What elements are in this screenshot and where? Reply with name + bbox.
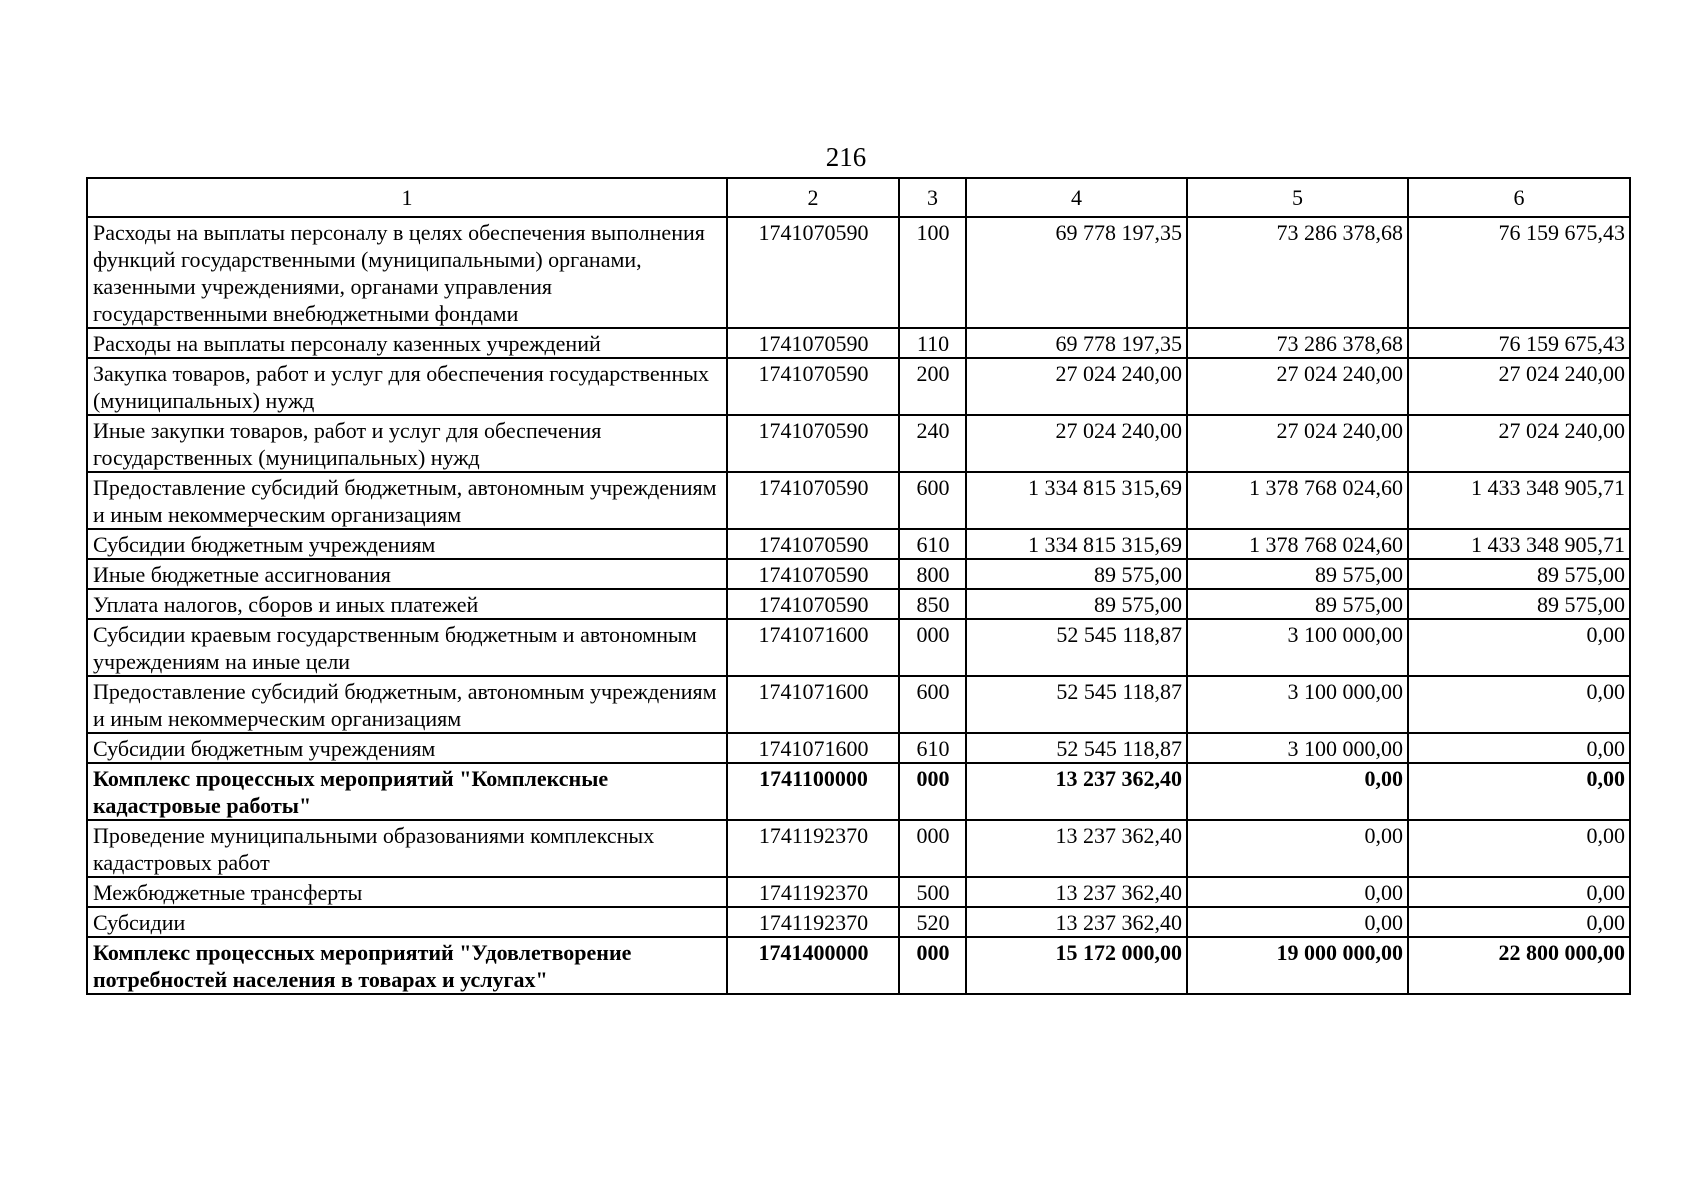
table-row [87, 358, 1630, 415]
row-expense-type-cell: 000 [899, 937, 966, 994]
row-value-cell: 1 378 768 024,60 [1187, 529, 1408, 559]
row-name-cell: Иные закупки товаров, работ и услуг для обеспечения государственных (муниципальных) нужд [87, 415, 727, 472]
row-value-cell: 52 545 118,87 [966, 619, 1187, 676]
table-row [87, 472, 1630, 529]
row-value-cell: 89 575,00 [1187, 589, 1408, 619]
row-expense-type-cell: 000 [899, 763, 966, 820]
row-value-cell: 0,00 [1408, 907, 1630, 937]
row-code-cell: 1741070590 [727, 217, 899, 328]
row-value-cell: 13 237 362,40 [966, 877, 1187, 907]
row-expense-type-cell: 000 [899, 820, 966, 877]
row-code-cell: 1741070590 [727, 559, 899, 589]
table-row [87, 733, 1630, 763]
row-code-cell: 1741070590 [727, 328, 899, 358]
row-expense-type-cell: 110 [899, 328, 966, 358]
row-expense-type-cell: 610 [899, 733, 966, 763]
row-value-cell: 89 575,00 [966, 589, 1187, 619]
row-value-cell: 89 575,00 [1187, 559, 1408, 589]
row-name-cell: Субсидии краевым государственным бюджетным и автономным учреждениям на иные цели [87, 619, 727, 676]
row-value-cell: 27 024 240,00 [1187, 415, 1408, 472]
row-value-cell: 1 334 815 315,69 [966, 472, 1187, 529]
row-expense-type-cell: 500 [899, 877, 966, 907]
header-cell: 6 [1408, 178, 1630, 217]
row-value-cell: 0,00 [1187, 907, 1408, 937]
row-value-cell: 13 237 362,40 [966, 907, 1187, 937]
row-value-cell: 1 433 348 905,71 [1408, 529, 1630, 559]
row-code-cell: 1741070590 [727, 415, 899, 472]
row-value-cell: 27 024 240,00 [966, 358, 1187, 415]
row-value-cell: 52 545 118,87 [966, 733, 1187, 763]
table-row [87, 877, 1630, 907]
row-name-cell: Расходы на выплаты персоналу в целях обеспечения выполнения функций государственными (муниципальными) органами, казенными учреждениями, органами управления государственными внебюджетными фондами [87, 217, 727, 328]
row-value-cell: 89 575,00 [1408, 559, 1630, 589]
row-value-cell: 1 334 815 315,69 [966, 529, 1187, 559]
row-name-cell: Субсидии бюджетным учреждениям [87, 733, 727, 763]
row-value-cell: 52 545 118,87 [966, 676, 1187, 733]
row-name-cell: Комплекс процессных мероприятий "Удовлетворение потребностей населения в товарах и услугах" [87, 937, 727, 994]
table-row [87, 328, 1630, 358]
row-value-cell: 0,00 [1408, 619, 1630, 676]
row-name-cell: Иные бюджетные ассигнования [87, 559, 727, 589]
page-number: 216 [825, 142, 867, 172]
row-value-cell: 27 024 240,00 [966, 415, 1187, 472]
row-value-cell: 13 237 362,40 [966, 763, 1187, 820]
row-value-cell: 73 286 378,68 [1187, 328, 1408, 358]
row-code-cell: 1741100000 [727, 763, 899, 820]
row-value-cell: 15 172 000,00 [966, 937, 1187, 994]
row-value-cell: 0,00 [1408, 733, 1630, 763]
row-value-cell: 3 100 000,00 [1187, 733, 1408, 763]
row-name-cell: Субсидии [87, 907, 727, 937]
table-row [87, 559, 1630, 589]
table-row [87, 529, 1630, 559]
row-value-cell: 69 778 197,35 [966, 328, 1187, 358]
row-name-cell: Закупка товаров, работ и услуг для обеспечения государственных (муниципальных) нужд [87, 358, 727, 415]
row-value-cell: 3 100 000,00 [1187, 676, 1408, 733]
row-value-cell: 73 286 378,68 [1187, 217, 1408, 328]
row-value-cell: 0,00 [1187, 820, 1408, 877]
row-value-cell: 76 159 675,43 [1408, 217, 1630, 328]
table-row [87, 619, 1630, 676]
header-cell: 3 [899, 178, 966, 217]
row-value-cell: 27 024 240,00 [1408, 415, 1630, 472]
row-value-cell: 13 237 362,40 [966, 820, 1187, 877]
row-value-cell: 0,00 [1187, 877, 1408, 907]
row-code-cell: 1741071600 [727, 619, 899, 676]
row-value-cell: 89 575,00 [966, 559, 1187, 589]
row-name-cell: Расходы на выплаты персоналу казенных учреждений [87, 328, 727, 358]
header-cell: 4 [966, 178, 1187, 217]
row-code-cell: 1741070590 [727, 589, 899, 619]
header-cell: 2 [727, 178, 899, 217]
row-code-cell: 1741192370 [727, 877, 899, 907]
row-expense-type-cell: 000 [899, 619, 966, 676]
row-name-cell: Предоставление субсидий бюджетным, автономным учреждениям и иным некоммерческим организациям [87, 676, 727, 733]
row-value-cell: 3 100 000,00 [1187, 619, 1408, 676]
row-code-cell: 1741071600 [727, 676, 899, 733]
row-name-cell: Межбюджетные трансферты [87, 877, 727, 907]
row-expense-type-cell: 240 [899, 415, 966, 472]
row-code-cell: 1741192370 [727, 820, 899, 877]
header-cell: 1 [87, 178, 727, 217]
row-name-cell: Субсидии бюджетным учреждениям [87, 529, 727, 559]
row-value-cell: 19 000 000,00 [1187, 937, 1408, 994]
header-cell: 5 [1187, 178, 1408, 217]
row-value-cell: 22 800 000,00 [1408, 937, 1630, 994]
row-code-cell: 1741070590 [727, 358, 899, 415]
row-name-cell: Проведение муниципальными образованиями комплексных кадастровых работ [87, 820, 727, 877]
table-row [87, 763, 1630, 820]
row-value-cell: 89 575,00 [1408, 589, 1630, 619]
table-row [87, 217, 1630, 328]
table-row [87, 676, 1630, 733]
table-row [87, 937, 1630, 994]
row-value-cell: 0,00 [1408, 763, 1630, 820]
row-code-cell: 1741192370 [727, 907, 899, 937]
row-code-cell: 1741070590 [727, 529, 899, 559]
row-expense-type-cell: 100 [899, 217, 966, 328]
row-expense-type-cell: 800 [899, 559, 966, 589]
row-name-cell: Комплекс процессных мероприятий "Комплексные кадастровые работы" [87, 763, 727, 820]
row-value-cell: 27 024 240,00 [1408, 358, 1630, 415]
row-value-cell: 0,00 [1408, 877, 1630, 907]
row-expense-type-cell: 200 [899, 358, 966, 415]
row-value-cell: 0,00 [1187, 763, 1408, 820]
row-expense-type-cell: 850 [899, 589, 966, 619]
row-expense-type-cell: 610 [899, 529, 966, 559]
table-row [87, 415, 1630, 472]
row-code-cell: 1741070590 [727, 472, 899, 529]
row-value-cell: 1 433 348 905,71 [1408, 472, 1630, 529]
row-expense-type-cell: 600 [899, 472, 966, 529]
row-value-cell: 0,00 [1408, 676, 1630, 733]
row-value-cell: 76 159 675,43 [1408, 328, 1630, 358]
table-row [87, 907, 1630, 937]
table-row [87, 820, 1630, 877]
row-value-cell: 1 378 768 024,60 [1187, 472, 1408, 529]
row-value-cell: 27 024 240,00 [1187, 358, 1408, 415]
row-code-cell: 1741400000 [727, 937, 899, 994]
row-name-cell: Предоставление субсидий бюджетным, автономным учреждениям и иным некоммерческим организациям [87, 472, 727, 529]
header-row [87, 178, 1630, 217]
row-expense-type-cell: 600 [899, 676, 966, 733]
table-row [87, 589, 1630, 619]
budget-table [86, 177, 1631, 995]
row-code-cell: 1741071600 [727, 733, 899, 763]
row-value-cell: 69 778 197,35 [966, 217, 1187, 328]
row-name-cell: Уплата налогов, сборов и иных платежей [87, 589, 727, 619]
row-expense-type-cell: 520 [899, 907, 966, 937]
row-value-cell: 0,00 [1408, 820, 1630, 877]
